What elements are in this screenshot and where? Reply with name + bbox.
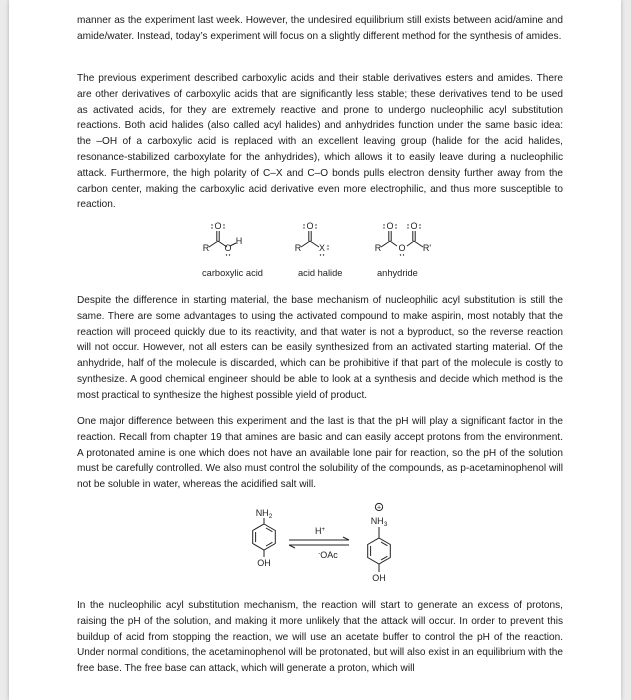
paragraph-buffer: In the nucleophilic acyl substitution mechanism, the reaction will start to generate an excess of protons, raising the pH of the solution, and making it more unlikely that the attack will occur. In order to prevent this buildup of acid from stopping the reaction, we will use an acetate buffer to control the pH of the reaction. Under normal conditions, the acetaminophenol will be protonated, but will also exist in an equilibrium with the free base. The free base can attack, which will generate a proton, which will [77, 600, 563, 675]
label-carboxylic-acid: carboxylic acid [202, 268, 263, 278]
label-anhydride: anhydride [377, 268, 418, 278]
positive-charge: + [376, 504, 382, 512]
anhydride-r: R [374, 243, 382, 253]
right-hydroxyl-group: OH [372, 573, 386, 583]
carboxylic-acid-carbonyl-o: O [214, 222, 222, 231]
paragraph-activated-acids: The previous experiment described carboxylic acids and their stable derivatives esters and amides. There are other derivatives of carboxylic acids that are significantly less stable; these derivatives tend to be used as activated acids, for they are extremely reactive and prone to undergo nucleophilic acyl substitution reactions. Both acid halides (also called acyl halides) and anhydrides function under the same basic idea: the –OH of a carboxylic acid is replaced with an excellent leaving group (halide for the acid halides, resonance-stabilized carboxylate for the anhydrides), which allows it to easily leave during a nucleophilic attack. Furthermore, the high polarity of C–X and C–O bonds pulls electron density further away from the carbon center, making the carboxylic acid derivative even more electrophilic, and thus more susceptible to reaction. [77, 73, 563, 211]
right-ammonium-group: $NH_3$ [370, 516, 388, 528]
figure-acid-derivatives [195, 222, 455, 272]
anhydride-carbonyl-o-1: O [386, 222, 394, 231]
carboxylic-acid-r: R [202, 243, 210, 253]
document-page [9, 0, 621, 700]
anhydride-bridge-o: O [398, 243, 406, 253]
acid-halide-r: R [294, 243, 302, 253]
left-amine-group: $NH_2$ [255, 508, 273, 520]
label-acid-halide: acid halide [298, 268, 343, 278]
acid-halide-carbonyl-o: O [306, 222, 314, 231]
acid-halide-x: X [318, 243, 326, 253]
anhydride-carbonyl-o-2: O [410, 222, 418, 231]
left-hydroxyl-group: OH [257, 558, 271, 568]
carboxylic-acid-h: H [235, 236, 243, 246]
anhydride-r-prime: R' [422, 243, 432, 253]
proton-label: H+ [314, 526, 326, 536]
paragraph-ph: One major difference between this experiment and the last is that the pH will play a significant factor in the reaction. Recall from chapter 19 that amines are basic and can easily accept protons from the environment. A protonated amine is one which does not have an available lone pair for reaction, so the pH of the solution must be carefully controlled. We also must control the solubility of the compounds, as p-acetaminophenol will not be soluble in water, whereas the acidified salt will. [77, 416, 563, 491]
figure-protonation-equilibrium [239, 500, 429, 590]
acetate-label: -OAc [318, 550, 338, 560]
paragraph-mechanism: Despite the difference in starting material, the base mechanism of nucleophilic acyl substitution is still the same. There are some advantages to using the activated compound to make aspirin, most notably that the reaction will proceed quickly due to its reactivity, and that water is not a byproduct, so the reverse reaction will not occur. However, not all esters can be easily synthesized from an activated starting material. Of the anhydride, half of the molecule is discarded, which can be prohibitive if that part of the molecule is costly to synthesize. A good chemical engineer should be able to look at a synthesis and decide which method is the most practical to synthesize the highest possible yield of product. [77, 295, 563, 401]
carboxylic-acid-hydroxyl-o: O [224, 243, 232, 253]
paragraph-intro: manner as the experiment last week. However, the undesired equilibrium still exists between acid/amine and amide/water. Instead, today’s experiment will focus on a slightly different method for the synthesis of amides. [77, 15, 563, 42]
